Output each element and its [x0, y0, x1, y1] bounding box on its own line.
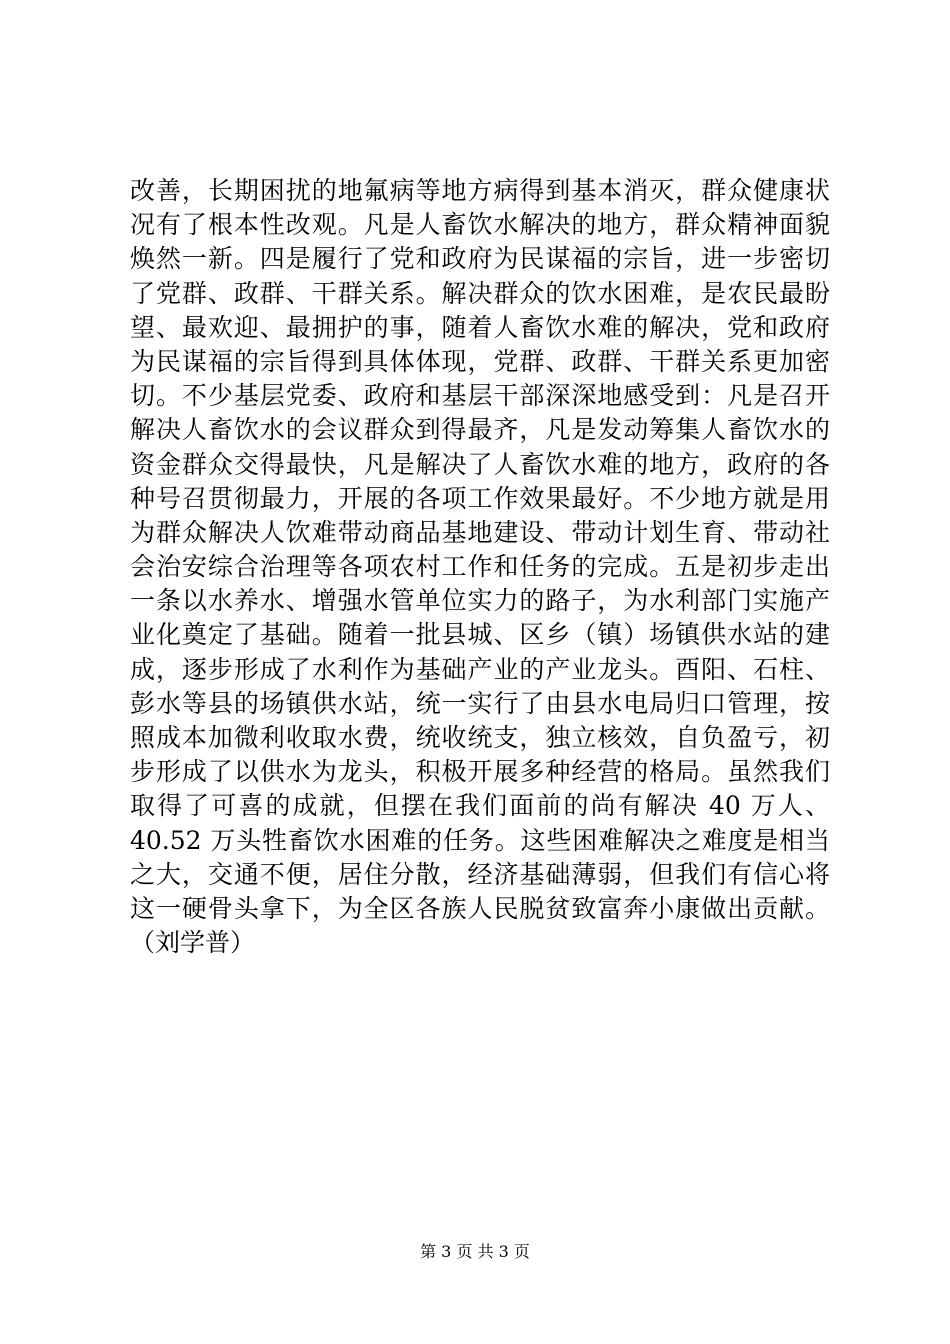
text-line: 40.52 万头牲畜饮水困难的任务。这些困难解决之难度是相当: [130, 825, 830, 855]
text-line: 解决人畜饮水的会议群众到得最齐，凡是发动筹集人畜饮水的: [130, 415, 830, 445]
text-line: 取得了可喜的成就，但摆在我们面前的尚有解决 40 万人、: [130, 791, 830, 821]
text-line: 了党群、政群、干群关系。解决群众的饮水困难，是农民最盼: [130, 278, 830, 308]
text-line: 彭水等县的场镇供水站，统一实行了由县水电局归口管理，按: [130, 688, 830, 718]
text-line: 一条以水养水、增强水管单位实力的路子，为水利部门实施产: [130, 586, 830, 616]
text-line: 成，逐步形成了水利作为基础产业的产业龙头。酉阳、石柱、: [130, 654, 830, 684]
author-signature: （刘学普）: [130, 928, 256, 958]
text-line: 业化奠定了基础。随着一批县城、区乡（镇）场镇供水站的建: [130, 620, 830, 650]
text-line: 照成本加微利收取水费，统收统支，独立核效，自负盈亏，初: [130, 723, 830, 752]
text-line: 步形成了以供水为龙头，积极开展多种经营的格局。虽然我们: [130, 757, 830, 787]
page-footer: 第 3 页 共 3 页: [420, 1242, 530, 1261]
text-line: 会治安综合治理等各项农村工作和任务的完成。五是初步走出: [130, 552, 830, 582]
text-line: 资金群众交得最快，凡是解决了人畜饮水难的地方，政府的各: [130, 449, 830, 479]
text-line: 焕然一新。四是履行了党和政府为民谋福的宗旨，进一步密切: [130, 244, 830, 274]
text-line: 种号召贯彻最力，开展的各项工作效果最好。不少地方就是用: [130, 483, 830, 513]
text-line: 这一硬骨头拿下，为全区各族人民脱贫致富奔小康做出贡献。: [130, 893, 830, 923]
text-line: 为民谋福的宗旨得到具体体现，党群、政群、干群关系更加密: [130, 346, 830, 376]
text-line: 之大，交通不便，居住分散，经济基础薄弱，但我们有信心将: [130, 859, 830, 889]
text-line: 切。不少基层党委、政府和基层干部深深地感受到：凡是召开: [130, 381, 830, 411]
body-text: [130, 174, 830, 960]
text-line: 望、最欢迎、最拥护的事，随着人畜饮水难的解决，党和政府: [130, 312, 830, 342]
text-line: 为群众解决人饮难带动商品基地建设、带动计划生育、带动社: [130, 517, 830, 547]
text-line: 改善，长期困扰的地氟病等地方病得到基本消灭，群众健康状: [130, 176, 830, 205]
text-line: 况有了根本性改观。凡是人畜饮水解决的地方，群众精神面貌: [130, 210, 830, 240]
